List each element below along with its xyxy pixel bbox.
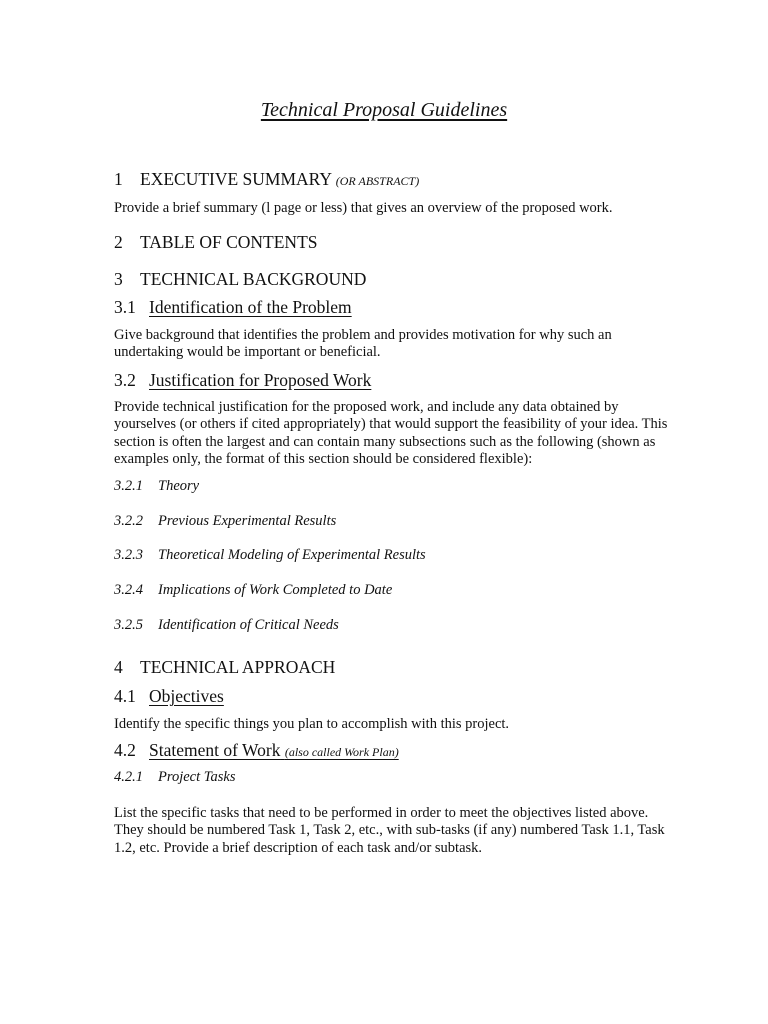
document-title: Technical Proposal Guidelines — [260, 99, 508, 121]
section-number: 3.2 — [114, 370, 136, 390]
section-number: 3.1 — [114, 297, 136, 317]
subsection-3-2-1 — [114, 478, 199, 495]
section-title-with-note — [149, 740, 399, 760]
subsection-title: Previous Experimental Results — [158, 513, 337, 529]
subsection-number: 3.2.3 — [114, 547, 143, 563]
subsection-number: 3.2.4 — [114, 582, 143, 598]
subsection-number: 3.2.5 — [114, 617, 143, 633]
section-number: 4.1 — [114, 686, 136, 706]
section-3-2-heading — [114, 370, 371, 391]
subsection-3-2-4 — [114, 582, 392, 599]
subsection-number: 3.2.2 — [114, 513, 143, 529]
section-number: 4 — [114, 657, 123, 677]
section-4-heading — [114, 657, 335, 678]
subsection-number: 3.2.1 — [114, 478, 143, 494]
section-note: (also called Work Plan) — [284, 745, 399, 759]
subsection-number: 4.2.1 — [114, 769, 143, 785]
section-title: Statement of Work — [149, 740, 281, 760]
section-title: TECHNICAL APPROACH — [140, 657, 336, 677]
section-title: Objectives — [149, 686, 224, 706]
subsection-title: Project Tasks — [158, 769, 236, 785]
subsection-3-2-2 — [114, 513, 336, 530]
section-4-2-heading — [114, 740, 399, 761]
section-title: Identification of the Problem — [149, 297, 352, 317]
subsection-4-2-1-heading — [114, 769, 235, 786]
section-title: TABLE OF CONTENTS — [140, 232, 318, 252]
section-3-1-heading — [114, 297, 352, 318]
subsection-title: Identification of Critical Needs — [158, 617, 339, 633]
subsection-title: Theoretical Modeling of Experimental Results — [158, 547, 426, 563]
section-number: 1 — [114, 169, 123, 189]
section-4-1-body: Identify the specific things you plan to accomplish with this project. — [114, 716, 510, 732]
section-number: 2 — [114, 232, 123, 252]
subsection-title: Implications of Work Completed to Date — [158, 582, 393, 598]
section-3-2-body: Provide technical justification for the proposed work, and include any data obtained by yourselves (or others if cited appropriately) that would support the feasibility of your idea. This section is often the largest and can contain many subsections such as the following (shown as examples only, the format of this section should be considered flexible): — [114, 399, 668, 467]
section-2-heading — [114, 232, 318, 253]
section-number: 3 — [114, 269, 123, 289]
subsection-3-2-3 — [114, 547, 426, 564]
section-title: Justification for Proposed Work — [149, 370, 372, 390]
subsection-3-2-5 — [114, 617, 339, 634]
subsection-title: Theory — [158, 478, 200, 494]
section-1-body: Provide a brief summary (l page or less) that gives an overview of the proposed work. — [114, 200, 613, 216]
section-number: 4.2 — [114, 740, 136, 760]
section-3-1-body: Give background that identifies the problem and provides motivation for why such an undertaking would be important or beneficial. — [114, 327, 612, 361]
section-title: EXECUTIVE SUMMARY — [140, 169, 332, 189]
subsection-4-2-1-body: List the specific tasks that need to be performed in order to meet the objectives listed above. They should be numbered Task 1, Task 2, etc., with sub-tasks (if any) numbered Task 1.1, Task 1.2, etc. Provide a brief description of each task and/or subtask. — [114, 805, 665, 856]
section-1-heading — [114, 169, 419, 190]
section-4-1-heading — [114, 686, 224, 707]
section-3-heading — [114, 269, 366, 290]
section-title: TECHNICAL BACKGROUND — [140, 269, 367, 289]
section-note: (OR ABSTRACT) — [335, 174, 420, 188]
